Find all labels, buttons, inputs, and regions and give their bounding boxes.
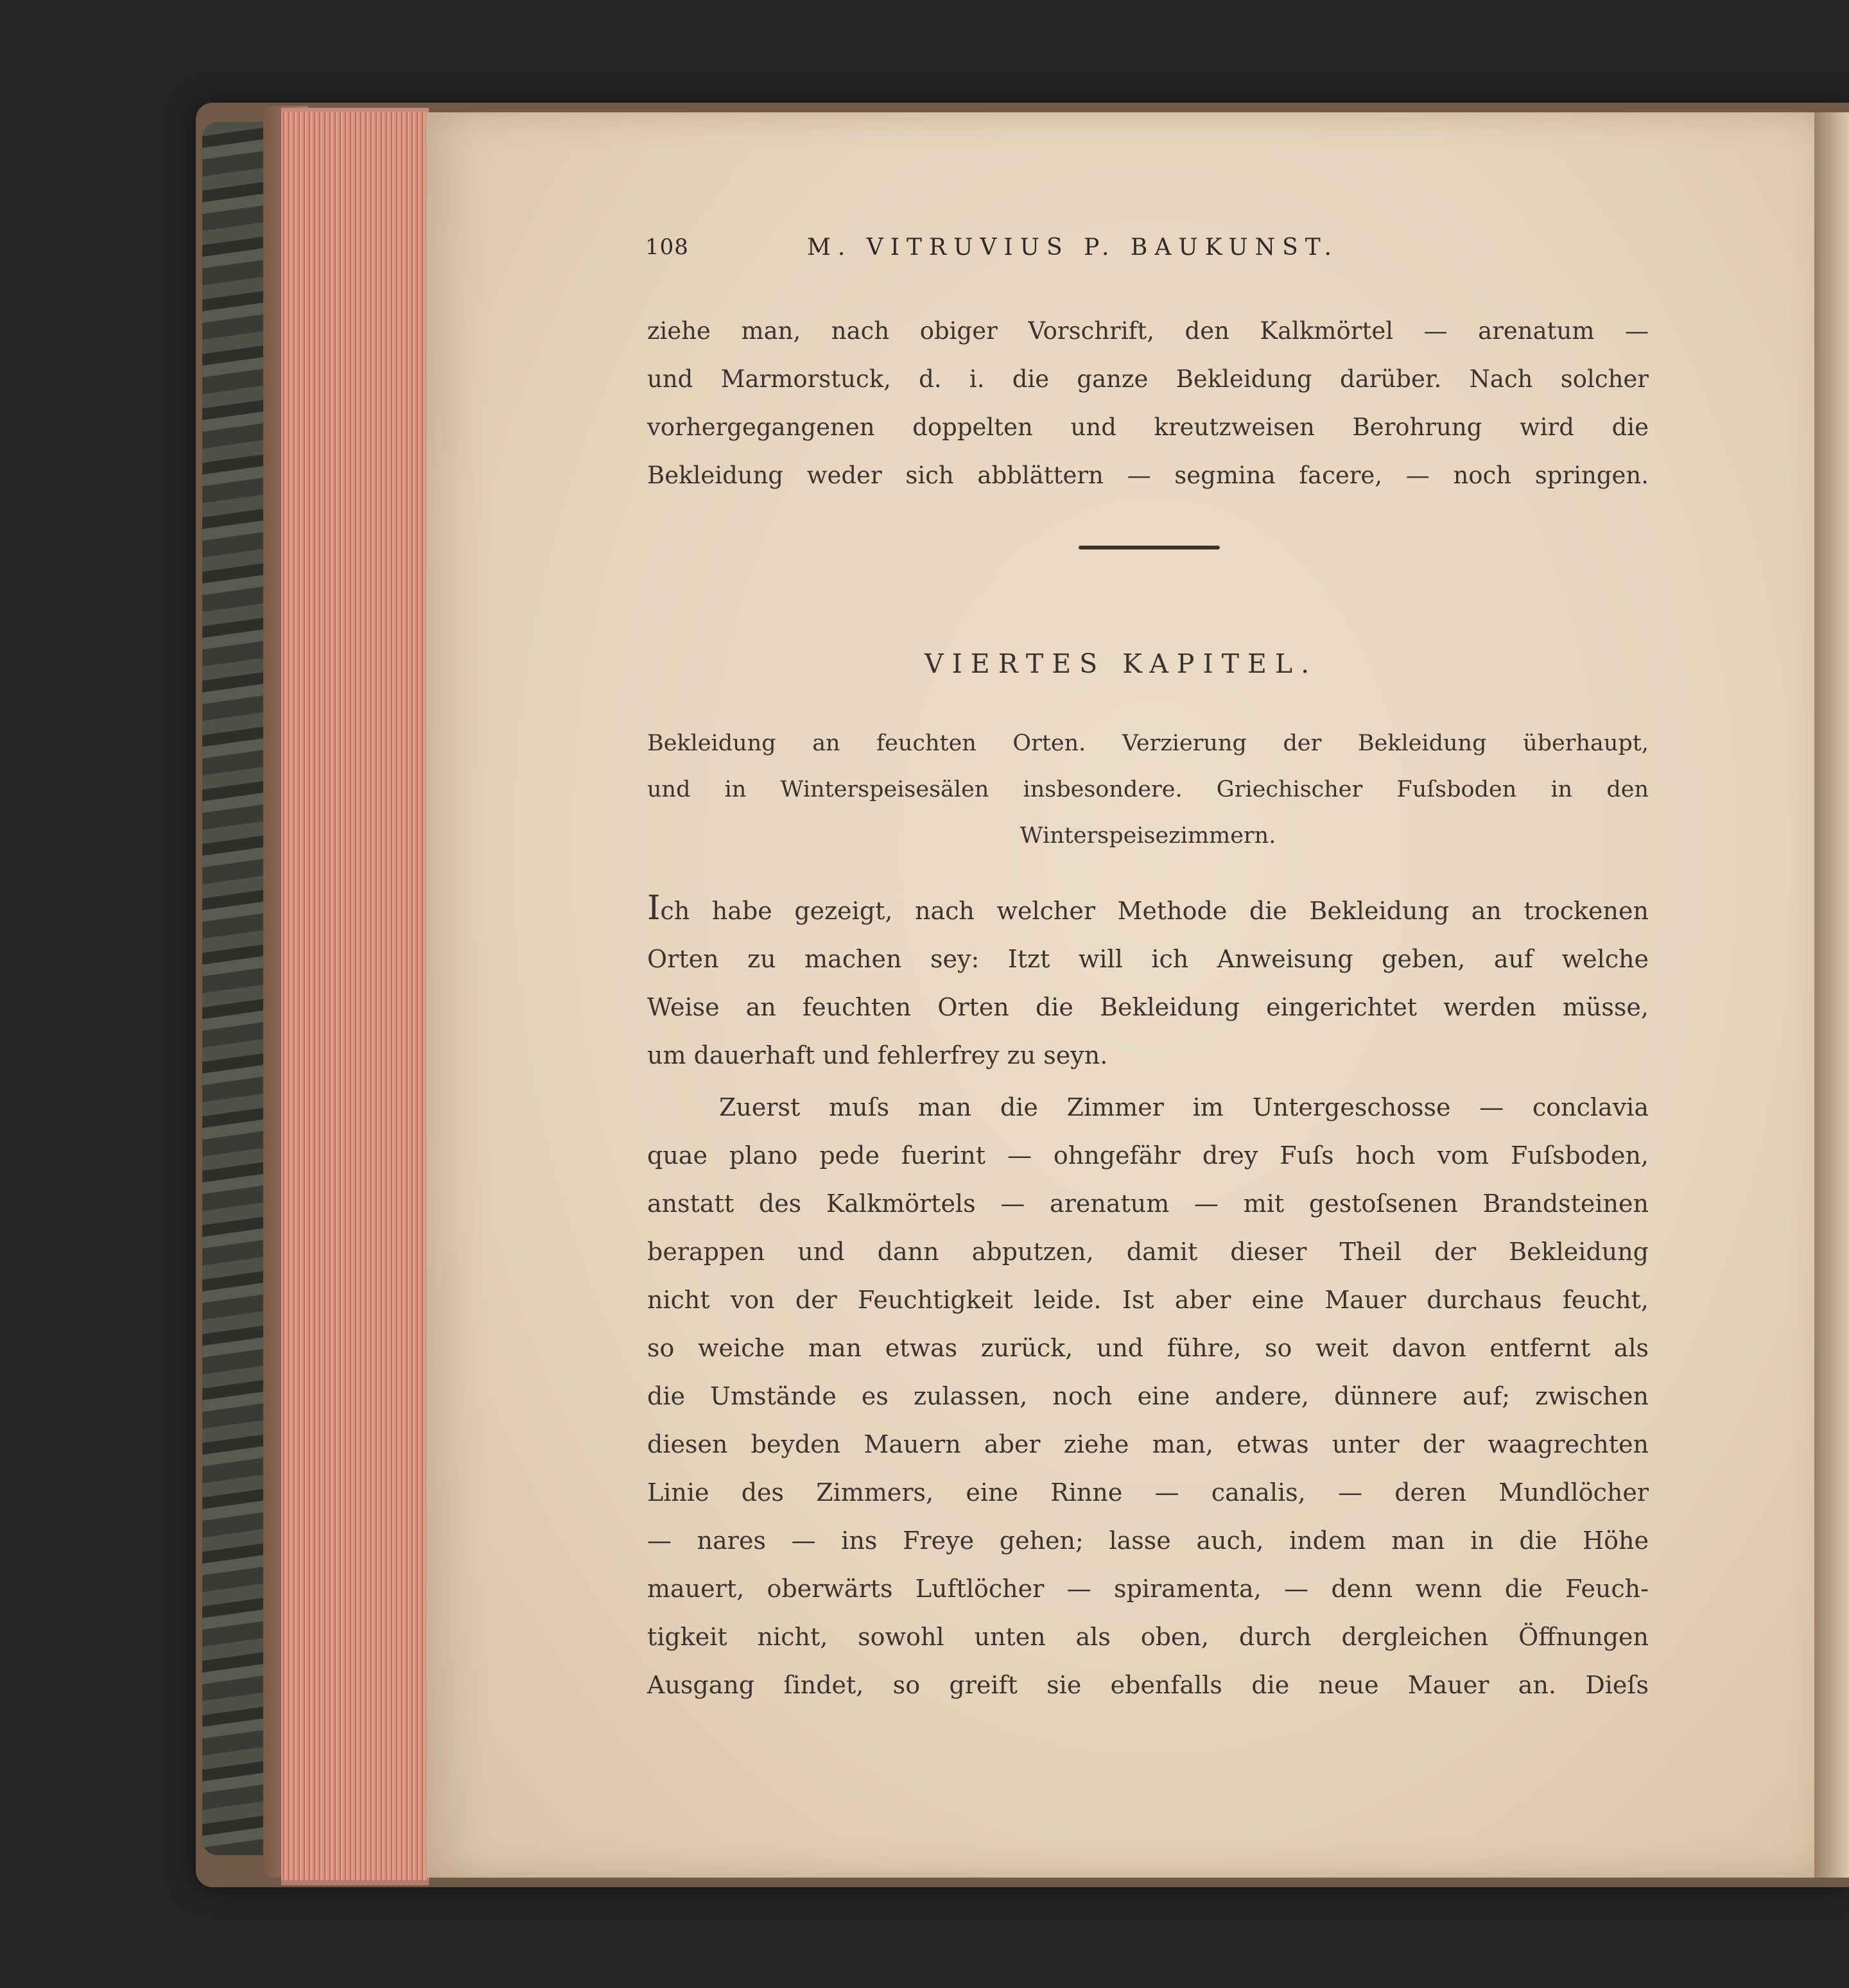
text-line: und Marmorstuck, d. i. die ganze Bekleidung darüber. Nach solcher bbox=[647, 365, 1649, 393]
text-line: diesen beyden Mauern aber ziehe man, etwas unter der waagrechten bbox=[647, 1430, 1649, 1458]
running-title: M. VITRUVIUS P. BAUKUNST. bbox=[807, 234, 1339, 261]
page-number: 108 bbox=[645, 234, 689, 260]
summary-line: Bekleidung an feuchten Orten. Verzierung der Bekleidung überhaupt, bbox=[647, 730, 1649, 756]
text-line: Zuerst muſs man die Zimmer im Untergeschosse — conclavia bbox=[719, 1093, 1649, 1121]
text-line: Weise an feuchten Orten die Bekleidung eingerichtet werden müsse, bbox=[647, 993, 1649, 1021]
text-line: berappen und dann abputzen, damit dieser Theil der Bekleidung bbox=[647, 1238, 1649, 1266]
paragraph-2 bbox=[647, 885, 1649, 1080]
summary-line: Winterspeisezimmern. bbox=[1020, 823, 1276, 849]
text-line: Ausgang ſindet, so greift sie ebenfalls die neue Mauer an. Dieſs bbox=[647, 1671, 1649, 1699]
text-line: ziehe man, nach obiger Vorschrift, den Kalkmörtel — arenatum — bbox=[647, 317, 1649, 345]
paragraph-3 bbox=[647, 1084, 1649, 1709]
section-rule bbox=[1079, 546, 1220, 549]
text-line: Bekleidung weder sich abblättern — segmina facere, — noch springen. bbox=[647, 462, 1649, 489]
text-line: Ich habe gezeigt, nach welcher Methode die Bekleidung an trockenen bbox=[647, 889, 1649, 928]
facing-page-edge bbox=[1814, 112, 1849, 1878]
text-line: mauert, oberwärts Luftlöcher — spiramenta, — denn wenn die Feuch- bbox=[647, 1575, 1649, 1603]
summary-line: und in Winterspeisesälen insbesondere. Griechischer Fuſsboden in den bbox=[647, 777, 1649, 802]
running-header bbox=[645, 234, 1480, 273]
text-line: tigkeit nicht, sowohl unten als oben, durch dergleichen Öffnungen bbox=[647, 1623, 1649, 1651]
chapter-heading: VIERTES KAPITEL. bbox=[924, 648, 1318, 679]
text-line: so weiche man etwas zurück, und führe, so weit davon entfernt als bbox=[647, 1334, 1649, 1362]
paragraph-1 bbox=[647, 307, 1649, 499]
text-line: quae plano pede fuerint — ohngefähr drey Fuſs hoch vom Fuſsboden, bbox=[647, 1141, 1649, 1170]
chapter-summary bbox=[647, 720, 1649, 859]
text-line: — nares — ins Freye gehen; lasse auch, indem man in die Höhe bbox=[647, 1526, 1649, 1555]
text-line: um dauerhaft und fehlerfrey zu seyn. bbox=[647, 1041, 1108, 1069]
text-line: die Umstände es zulassen, noch eine andere, dünnere auf; zwischen bbox=[647, 1382, 1649, 1410]
page-edges bbox=[281, 108, 429, 1885]
text-line: nicht von der Feuchtigkeit leide. Ist aber eine Mauer durchaus feucht, bbox=[647, 1286, 1649, 1314]
text-line: vorhergegangenen doppelten und kreutzweisen Berohrung wird die bbox=[647, 413, 1649, 441]
text-line: Orten zu machen sey: Itzt will ich Anweisung geben, auf welche bbox=[647, 945, 1649, 973]
text-line: anstatt des Kalkmörtels — arenatum — mit gestoſsenen Brandsteinen bbox=[647, 1189, 1649, 1218]
text-line: Linie des Zimmers, eine Rinne — canalis, — deren Mundlöcher bbox=[647, 1478, 1649, 1507]
